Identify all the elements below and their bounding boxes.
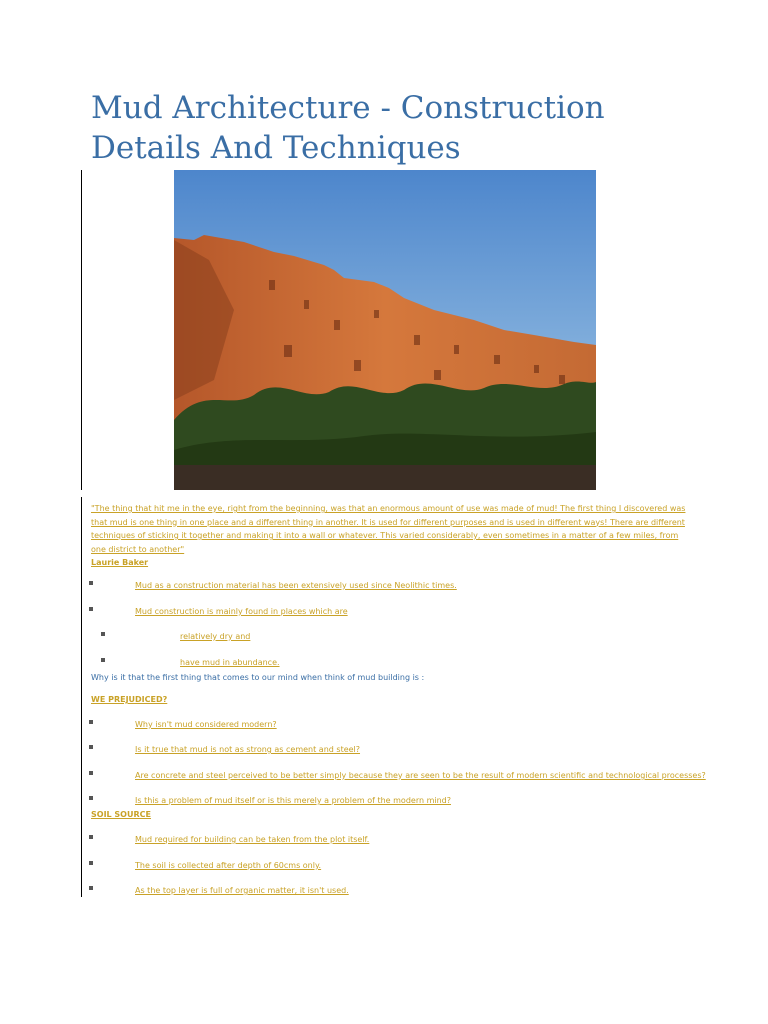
list-item[interactable]: Is it true that mud is not as strong as cement and steel? xyxy=(135,745,361,754)
bullet-icon xyxy=(89,720,93,724)
bullet-icon xyxy=(89,861,93,865)
bullet-icon xyxy=(89,835,93,839)
heading-prejudiced[interactable]: WE PREJUDICED? xyxy=(91,695,168,704)
sub-list-item[interactable]: have mud in abundance. xyxy=(180,658,280,667)
quote-author-link[interactable]: Laurie Baker xyxy=(91,558,149,567)
bullet-icon xyxy=(101,632,105,636)
list-item[interactable]: The soil is collected after depth of 60cms only. xyxy=(135,861,322,870)
left-rule-bottom xyxy=(81,497,82,897)
bullet-icon xyxy=(89,607,93,611)
heading-soil-source[interactable]: SOIL SOURCE xyxy=(91,810,151,819)
list-item[interactable]: Mud required for building can be taken from the plot itself. xyxy=(135,835,370,844)
list-item[interactable]: Mud construction is mainly found in places which are xyxy=(135,607,348,616)
kasbah-photo xyxy=(174,170,596,490)
list-item[interactable]: Are concrete and steel perceived to be better simply because they are seen to be the result of modern scientific and technological processes? xyxy=(135,771,706,780)
list-item[interactable]: As the top layer is full of organic matter, it isn't used. xyxy=(135,886,349,895)
bullet-icon xyxy=(89,581,93,585)
left-rule-top xyxy=(81,170,82,490)
list-item[interactable]: Is this a problem of mud itself or is this merely a problem of the modern mind? xyxy=(135,796,451,805)
page-title: Mud Architecture - Construction Details And Techniques xyxy=(91,90,605,166)
bullet-icon xyxy=(101,658,105,662)
bullet-icon xyxy=(89,771,93,775)
sub-list-item[interactable]: relatively dry and xyxy=(180,632,251,641)
bullet-icon xyxy=(89,886,93,890)
list-item[interactable]: Mud as a construction material has been extensively used since Neolithic times. xyxy=(135,581,457,590)
baker-quote[interactable]: "The thing that hit me in the eye, right from the beginning, was that an enormous amount of use was made of mud! The first thing I discovered was that mud is one thing in one place and a different thing in another. It is used for different purposes and is used in different ways! There are different techniques of sticking it together and making it into a wall or whatever. This varied considerably, even sometimes in a matter of a few miles, from one district to another" xyxy=(91,504,686,554)
list-item[interactable]: Why isn't mud considered modern? xyxy=(135,720,277,729)
bullet-icon xyxy=(89,745,93,749)
question-text: Why is it that the first thing that comes to our mind when think of mud building is : xyxy=(91,673,425,682)
bullet-icon xyxy=(89,796,93,800)
